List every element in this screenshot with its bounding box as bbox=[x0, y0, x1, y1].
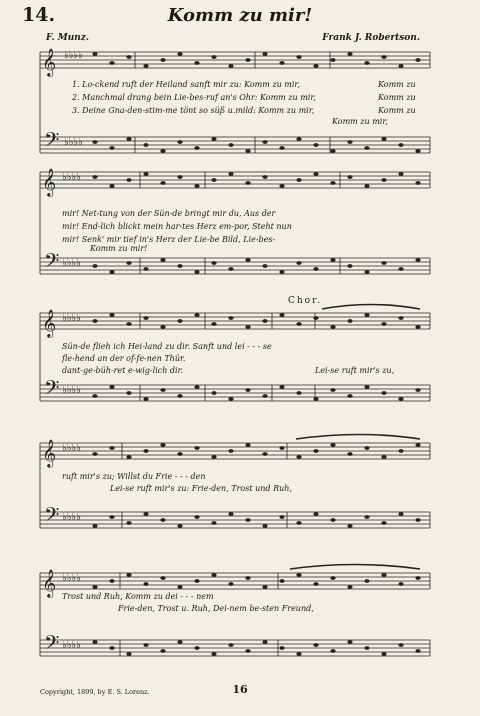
svg-text:♭♭♭♭: ♭♭♭♭ bbox=[62, 573, 81, 584]
lyric-line: 3. Deine Gna-den-stim-me tönt so süß u.mild: Komm zu mir, bbox=[72, 106, 315, 115]
svg-text:𝄞: 𝄞 bbox=[42, 309, 57, 337]
note-head bbox=[126, 521, 131, 525]
note-head bbox=[398, 172, 403, 176]
system-1 bbox=[40, 48, 430, 156]
note-head bbox=[143, 316, 148, 320]
note-head bbox=[194, 579, 199, 583]
note-head bbox=[279, 646, 284, 650]
note-head bbox=[381, 55, 386, 59]
lyric-line: Komm zu mir, bbox=[332, 117, 388, 126]
svg-text:𝄢: 𝄢 bbox=[44, 376, 60, 404]
note-head bbox=[194, 515, 199, 519]
note-head bbox=[415, 149, 420, 153]
lyric-line: Trost und Ruh, Komm zu dei - - - nem bbox=[62, 592, 214, 601]
svg-text:𝄞: 𝄞 bbox=[42, 168, 57, 196]
note-head bbox=[279, 146, 284, 150]
lyric-line: fle-hend an der of-fe-nen Thür. bbox=[62, 354, 186, 363]
note-head bbox=[211, 261, 216, 265]
note-head bbox=[398, 316, 403, 320]
note-head bbox=[92, 175, 97, 179]
note-head bbox=[296, 652, 301, 656]
note-head bbox=[245, 258, 250, 262]
note-head bbox=[211, 573, 216, 577]
note-head bbox=[211, 521, 216, 525]
note-head bbox=[364, 270, 369, 274]
note-head bbox=[347, 452, 352, 456]
note-head bbox=[177, 175, 182, 179]
note-head bbox=[313, 316, 318, 320]
note-head bbox=[313, 143, 318, 147]
note-head bbox=[126, 391, 131, 395]
note-head bbox=[296, 455, 301, 459]
note-head bbox=[92, 640, 97, 644]
note-head bbox=[92, 585, 97, 589]
note-head bbox=[109, 146, 114, 150]
note-head bbox=[381, 521, 386, 525]
note-head bbox=[279, 579, 284, 583]
note-head bbox=[313, 582, 318, 586]
note-head bbox=[228, 143, 233, 147]
note-head bbox=[109, 579, 114, 583]
note-head bbox=[347, 264, 352, 268]
note-head bbox=[262, 394, 267, 398]
note-head bbox=[160, 58, 165, 62]
note-head bbox=[296, 137, 301, 141]
note-head bbox=[398, 643, 403, 647]
svg-text:𝄞: 𝄞 bbox=[42, 569, 57, 597]
note-head bbox=[296, 521, 301, 525]
note-head bbox=[177, 452, 182, 456]
lyric-line: Sün-de flieh ich Hei-land zu dir. Sanft und lei - - - se bbox=[62, 342, 272, 351]
svg-text:♭♭♭♭: ♭♭♭♭ bbox=[62, 385, 81, 396]
note-head bbox=[245, 576, 250, 580]
note-head bbox=[347, 585, 352, 589]
hymn-title: Komm zu mir! bbox=[167, 5, 313, 26]
note-head bbox=[415, 325, 420, 329]
note-head bbox=[381, 391, 386, 395]
note-head bbox=[245, 149, 250, 153]
note-head bbox=[194, 446, 199, 450]
note-head bbox=[143, 64, 148, 68]
note-head bbox=[245, 58, 250, 62]
note-head bbox=[211, 322, 216, 326]
note-head bbox=[347, 319, 352, 323]
note-head bbox=[415, 649, 420, 653]
note-head bbox=[296, 178, 301, 182]
note-head bbox=[313, 397, 318, 401]
note-head bbox=[211, 455, 216, 459]
note-head bbox=[143, 397, 148, 401]
note-head bbox=[211, 137, 216, 141]
note-head bbox=[143, 512, 148, 516]
hymn-number: 14. bbox=[22, 4, 56, 26]
note-head bbox=[364, 385, 369, 389]
note-head bbox=[177, 640, 182, 644]
note-head bbox=[330, 443, 335, 447]
note-head bbox=[211, 391, 216, 395]
note-head bbox=[126, 178, 131, 182]
lyric-line: Komm zu bbox=[378, 106, 416, 115]
note-head bbox=[313, 449, 318, 453]
note-head bbox=[109, 385, 114, 389]
note-head bbox=[381, 652, 386, 656]
note-head bbox=[177, 585, 182, 589]
note-head bbox=[143, 143, 148, 147]
note-head bbox=[194, 61, 199, 65]
note-head bbox=[398, 449, 403, 453]
note-head bbox=[228, 643, 233, 647]
note-head bbox=[211, 652, 216, 656]
note-head bbox=[398, 512, 403, 516]
note-head bbox=[364, 61, 369, 65]
note-head bbox=[364, 146, 369, 150]
bass-staff-1 bbox=[40, 137, 430, 153]
note-head bbox=[398, 397, 403, 401]
note-head bbox=[160, 258, 165, 262]
svg-text:𝄞: 𝄞 bbox=[42, 439, 57, 467]
note-head bbox=[279, 184, 284, 188]
note-head bbox=[381, 261, 386, 265]
note-head bbox=[126, 455, 131, 459]
note-head bbox=[330, 325, 335, 329]
note-head bbox=[109, 313, 114, 317]
note-head bbox=[296, 391, 301, 395]
note-head bbox=[313, 267, 318, 271]
note-head bbox=[347, 52, 352, 56]
note-head bbox=[92, 140, 97, 144]
lyric-line: Lei-se ruft mir's zu: Frie-den, Trost und Ruh, bbox=[110, 484, 292, 493]
svg-text:𝄢: 𝄢 bbox=[44, 631, 60, 659]
note-head bbox=[296, 573, 301, 577]
lyric-line: Komm zu mir! bbox=[90, 244, 148, 253]
note-head bbox=[262, 640, 267, 644]
note-head bbox=[109, 184, 114, 188]
note-head bbox=[177, 52, 182, 56]
note-head bbox=[211, 178, 216, 182]
page-number: 16 bbox=[232, 683, 248, 696]
svg-text:♭♭♭♭: ♭♭♭♭ bbox=[62, 313, 81, 324]
note-head bbox=[364, 646, 369, 650]
lyric-line: 2. Manchmal drang bein Lie-bes-ruf an's Ohr: Komm zu mir, bbox=[72, 93, 316, 102]
note-head bbox=[228, 512, 233, 516]
svg-text:♭♭♭♭: ♭♭♭♭ bbox=[62, 640, 81, 651]
lyric-line: ruft mir's zu; Willst du Frie - - - den bbox=[62, 472, 206, 481]
note-head bbox=[330, 388, 335, 392]
note-head bbox=[245, 388, 250, 392]
lyric-line: Komm zu bbox=[378, 93, 416, 102]
lyric-line: Lei-se ruft mir's zu, bbox=[315, 366, 395, 375]
note-head bbox=[92, 524, 97, 528]
note-head bbox=[364, 515, 369, 519]
note-head bbox=[245, 325, 250, 329]
note-head bbox=[109, 446, 114, 450]
note-head bbox=[398, 267, 403, 271]
note-head bbox=[126, 652, 131, 656]
note-head bbox=[415, 181, 420, 185]
lyric-line: Komm zu bbox=[378, 80, 416, 89]
note-head bbox=[415, 576, 420, 580]
note-head bbox=[415, 388, 420, 392]
note-head bbox=[245, 443, 250, 447]
note-head bbox=[279, 385, 284, 389]
note-head bbox=[92, 264, 97, 268]
note-head bbox=[381, 322, 386, 326]
note-head bbox=[296, 55, 301, 59]
note-head bbox=[109, 61, 114, 65]
note-head bbox=[262, 585, 267, 589]
note-head bbox=[330, 576, 335, 580]
note-head bbox=[313, 512, 318, 516]
note-head bbox=[109, 515, 114, 519]
note-head bbox=[228, 316, 233, 320]
note-head bbox=[381, 137, 386, 141]
note-head bbox=[160, 149, 165, 153]
note-head bbox=[109, 270, 114, 274]
note-head bbox=[126, 55, 131, 59]
note-head bbox=[279, 446, 284, 450]
svg-text:𝄢: 𝄢 bbox=[44, 249, 60, 277]
treble-clef-icon: 𝄞 bbox=[42, 48, 57, 76]
note-head bbox=[347, 394, 352, 398]
note-head bbox=[330, 58, 335, 62]
note-head bbox=[245, 649, 250, 653]
note-head bbox=[126, 137, 131, 141]
composer-credit: F. Munz. bbox=[46, 33, 90, 43]
note-head bbox=[194, 270, 199, 274]
note-head bbox=[313, 172, 318, 176]
note-head bbox=[160, 576, 165, 580]
note-head bbox=[415, 58, 420, 62]
note-head bbox=[262, 52, 267, 56]
note-head bbox=[279, 61, 284, 65]
note-head bbox=[364, 446, 369, 450]
note-head bbox=[364, 313, 369, 317]
svg-text:♭♭♭♭: ♭♭♭♭ bbox=[62, 258, 81, 269]
note-head bbox=[126, 573, 131, 577]
lyric-line: mir! Net-tung von der Sün-de bringt mir du, Aus der bbox=[62, 209, 276, 218]
note-head bbox=[347, 175, 352, 179]
svg-text:♭♭♭♭: ♭♭♭♭ bbox=[62, 443, 81, 454]
note-head bbox=[194, 146, 199, 150]
lyric-line: 1. Lo-ckend ruft der Heiland sanft mir zu: Komm zu mir, bbox=[72, 80, 300, 89]
note-head bbox=[177, 264, 182, 268]
note-head bbox=[228, 582, 233, 586]
note-head bbox=[194, 385, 199, 389]
note-head bbox=[143, 582, 148, 586]
note-head bbox=[194, 313, 199, 317]
arranger-credit: Frank J. Robertson. bbox=[322, 33, 420, 43]
note-head bbox=[126, 261, 131, 265]
note-head bbox=[177, 394, 182, 398]
note-head bbox=[194, 184, 199, 188]
svg-text:𝄢: 𝄢 bbox=[44, 503, 60, 531]
note-head bbox=[160, 325, 165, 329]
note-head bbox=[177, 524, 182, 528]
note-head bbox=[262, 175, 267, 179]
note-head bbox=[330, 258, 335, 262]
note-head bbox=[228, 267, 233, 271]
note-head bbox=[415, 518, 420, 522]
note-head bbox=[296, 261, 301, 265]
note-head bbox=[126, 322, 131, 326]
note-head bbox=[228, 64, 233, 68]
note-head bbox=[330, 149, 335, 153]
note-head bbox=[160, 443, 165, 447]
note-head bbox=[245, 181, 250, 185]
svg-text:♭♭♭♭: ♭♭♭♭ bbox=[64, 50, 83, 61]
note-head bbox=[143, 172, 148, 176]
note-head bbox=[92, 52, 97, 56]
note-head bbox=[381, 455, 386, 459]
note-head bbox=[381, 573, 386, 577]
note-head bbox=[160, 649, 165, 653]
system-4 bbox=[40, 435, 430, 532]
svg-text:♭♭♭♭: ♭♭♭♭ bbox=[62, 172, 81, 183]
note-head bbox=[313, 643, 318, 647]
note-head bbox=[398, 143, 403, 147]
note-head bbox=[330, 181, 335, 185]
note-head bbox=[330, 649, 335, 653]
note-head bbox=[160, 518, 165, 522]
note-head bbox=[279, 270, 284, 274]
lyric-line: mir! End-lich blickt mein har-tes Herz em-por, Steht nun bbox=[62, 222, 292, 231]
note-head bbox=[364, 579, 369, 583]
note-head bbox=[296, 322, 301, 326]
note-head bbox=[415, 258, 420, 262]
lyric-line: Frie-den, Trost u. Ruh, Dei-nem be-sten Freund, bbox=[118, 604, 314, 613]
note-head bbox=[228, 397, 233, 401]
note-head bbox=[262, 524, 267, 528]
chorus-label: Chor. bbox=[288, 296, 323, 306]
note-head bbox=[160, 181, 165, 185]
note-head bbox=[347, 140, 352, 144]
lyric-line: mir! Senk' mir tief in's Herz der Lie-be Bild, Lie-bes- bbox=[62, 235, 276, 244]
note-head bbox=[143, 643, 148, 647]
note-head bbox=[194, 646, 199, 650]
note-head bbox=[262, 452, 267, 456]
note-head bbox=[109, 646, 114, 650]
note-head bbox=[92, 452, 97, 456]
note-head bbox=[92, 394, 97, 398]
copyright-notice: Copyright, 1899, by E. S. Lorenz. bbox=[40, 688, 150, 696]
treble-staff-1 bbox=[40, 52, 430, 68]
note-head bbox=[364, 184, 369, 188]
note-head bbox=[143, 267, 148, 271]
note-head bbox=[228, 449, 233, 453]
note-head bbox=[177, 319, 182, 323]
note-head bbox=[262, 264, 267, 268]
note-head bbox=[381, 178, 386, 182]
note-head bbox=[279, 515, 284, 519]
note-head bbox=[177, 140, 182, 144]
svg-text:♭♭♭♭: ♭♭♭♭ bbox=[64, 137, 83, 148]
note-head bbox=[262, 140, 267, 144]
note-head bbox=[279, 313, 284, 317]
note-head bbox=[330, 518, 335, 522]
note-head bbox=[347, 524, 352, 528]
note-head bbox=[313, 64, 318, 68]
note-head bbox=[228, 172, 233, 176]
bass-clef-icon: 𝄢 bbox=[44, 128, 60, 156]
note-head bbox=[347, 640, 352, 644]
note-head bbox=[143, 449, 148, 453]
note-head bbox=[262, 319, 267, 323]
note-head bbox=[92, 319, 97, 323]
note-head bbox=[415, 443, 420, 447]
lyric-line: dant-ge-büh-ret e-wig-lich dir. bbox=[62, 366, 184, 375]
note-head bbox=[398, 582, 403, 586]
svg-text:♭♭♭♭: ♭♭♭♭ bbox=[62, 512, 81, 523]
note-head bbox=[160, 388, 165, 392]
note-head bbox=[245, 518, 250, 522]
note-head bbox=[211, 55, 216, 59]
note-head bbox=[398, 64, 403, 68]
